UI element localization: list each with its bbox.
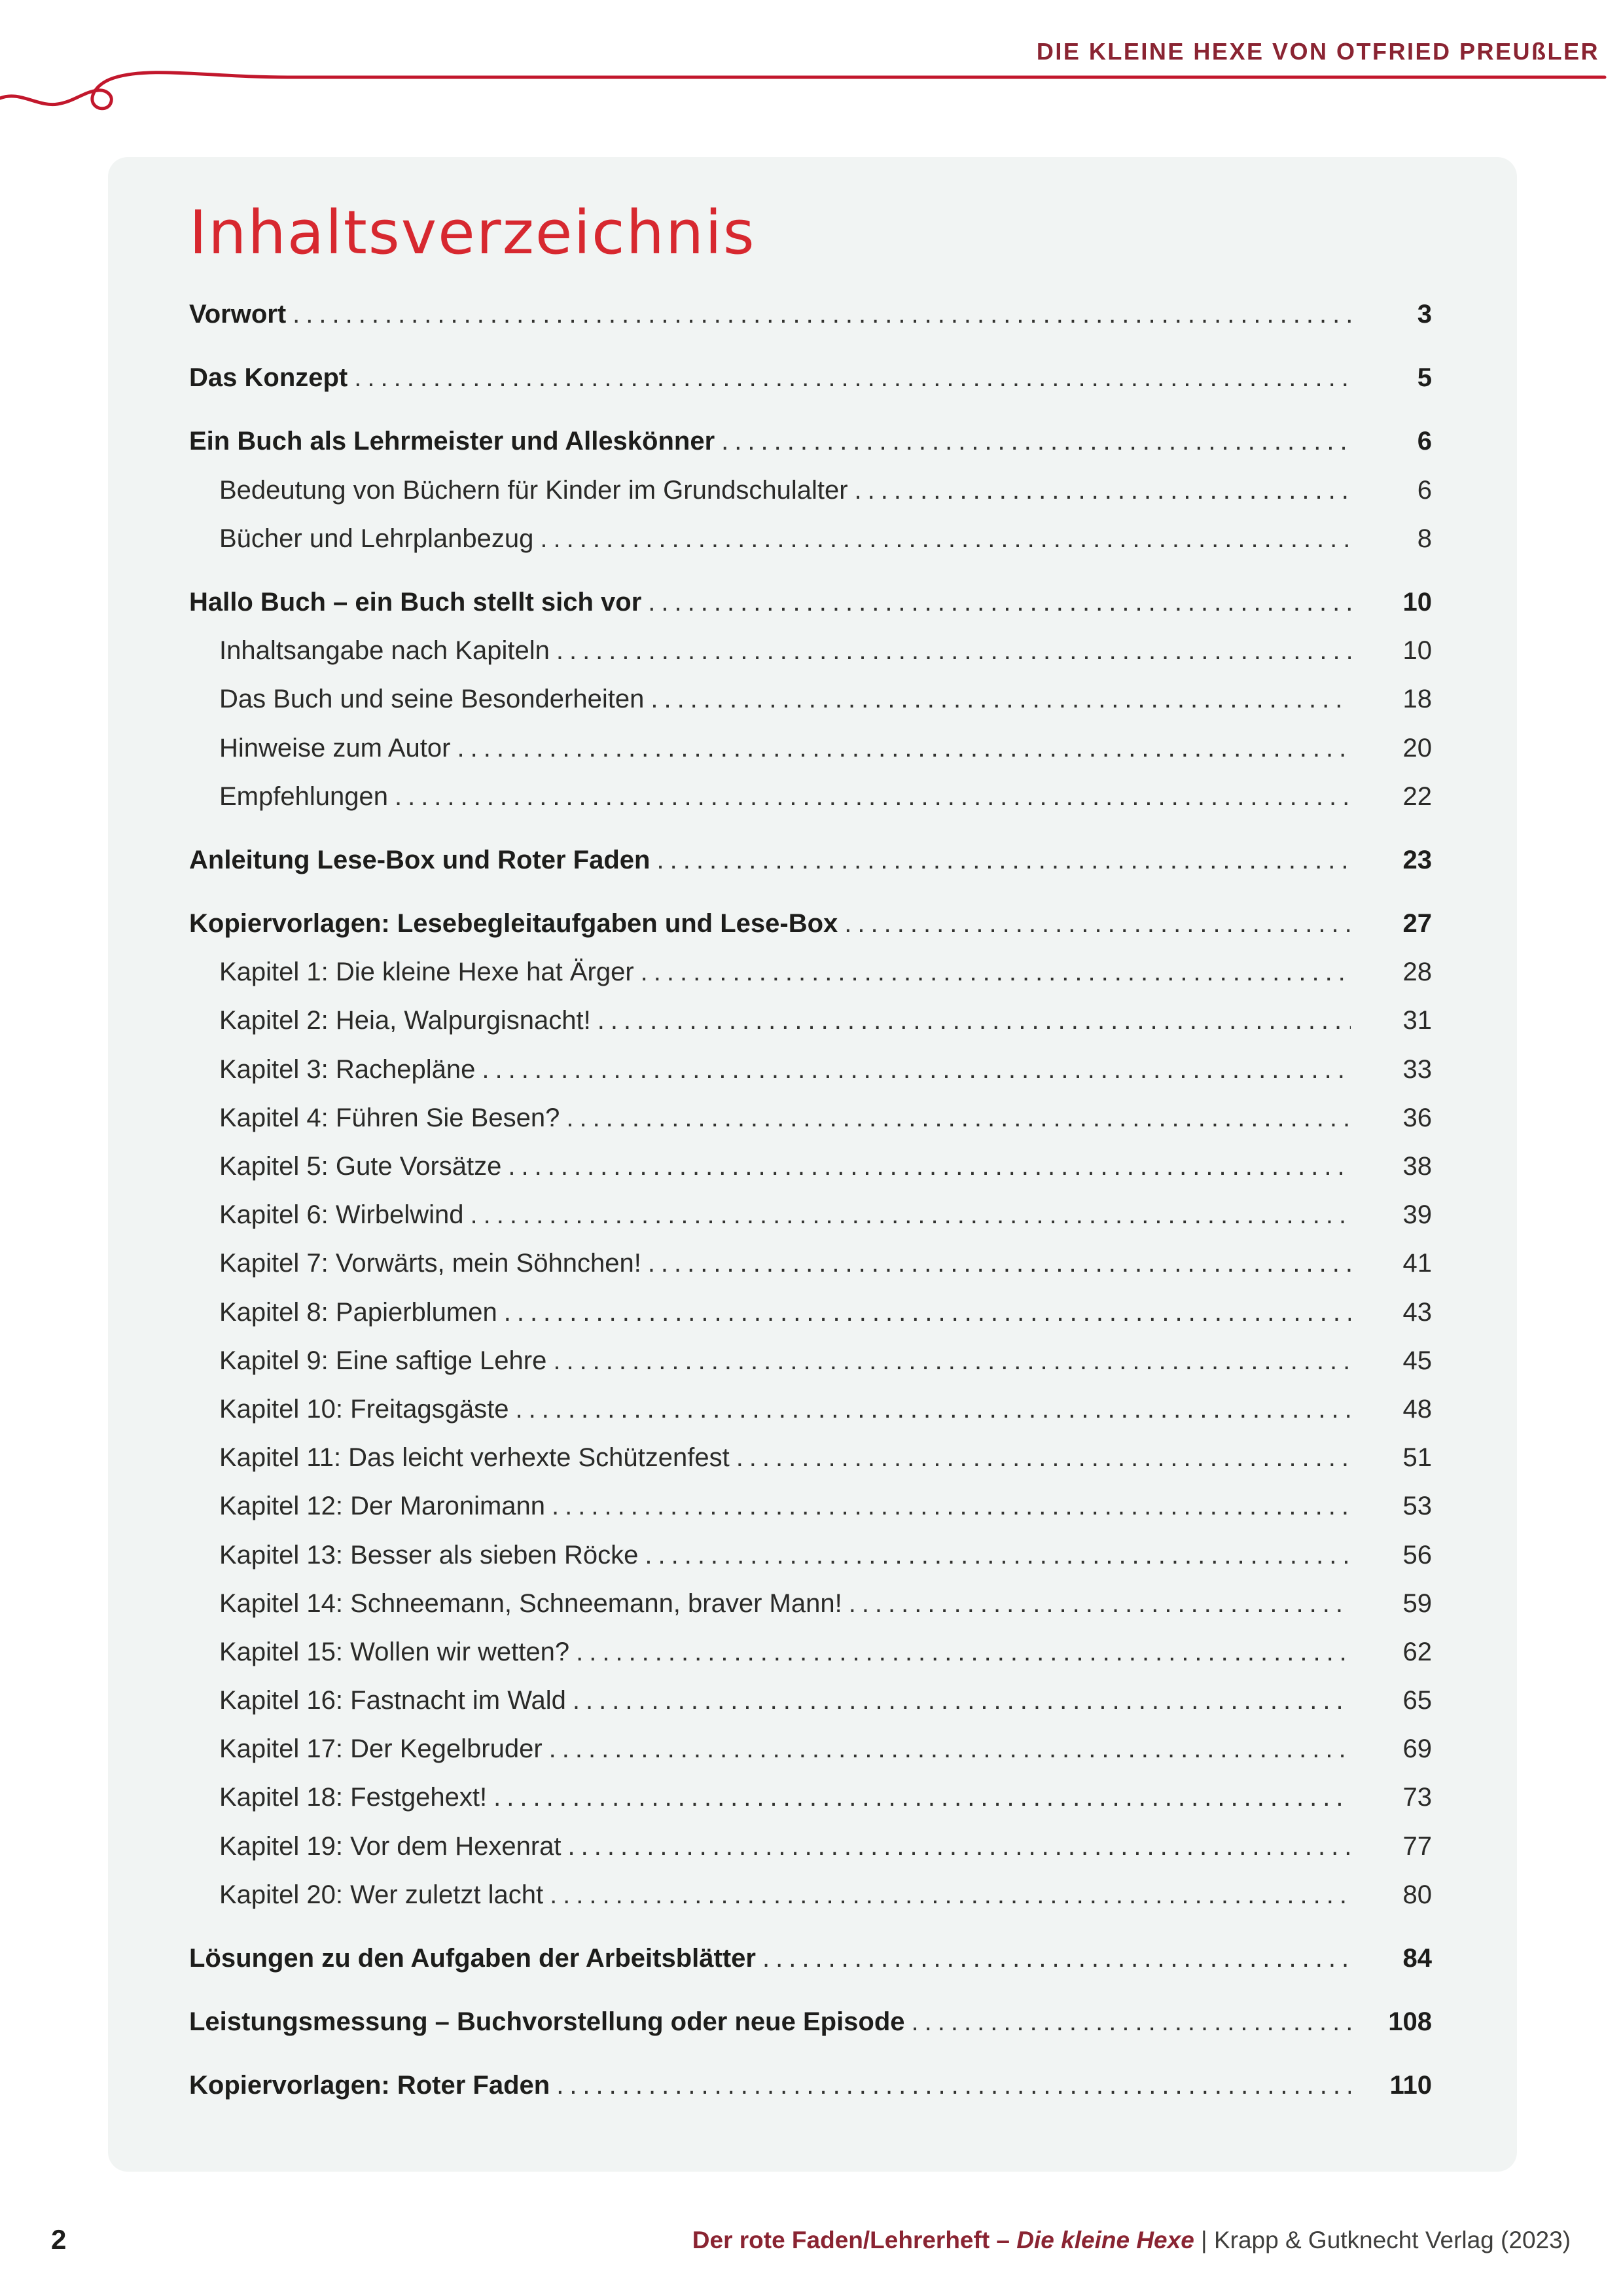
toc-entry [219,957,1432,988]
toc-entry-label: Bedeutung von Büchern für Kinder im Grundschulalter [219,475,848,505]
toc-entry-label: Kapitel 12: Der Maronimann [219,1492,546,1521]
toc-entry [189,1943,1432,1974]
toc-entry-label: Kapitel 13: Besser als sieben Röcke [219,1540,639,1570]
toc-entry-label: Lösungen zu den Aufgaben der Arbeitsblätter [189,1944,756,1973]
toc-entry [189,845,1432,876]
dot-leader [566,1103,1351,1134]
toc-entry [189,908,1432,939]
toc-entry [219,1491,1432,1522]
toc-entry-page: 27 [1402,909,1432,939]
toc-entry-page: 110 [1389,2071,1432,2100]
dot-leader [844,908,1351,939]
footer-credit [692,2227,1571,2254]
dot-leader [849,1588,1351,1619]
toc-entry-page: 22 [1402,781,1432,811]
toc-entry-label: Empfehlungen [219,781,388,811]
toc-entry [219,781,1432,812]
dot-leader [648,1248,1351,1279]
toc-entry [219,524,1432,554]
toc-entry-label: Kapitel 16: Fastnacht im Wald [219,1686,566,1715]
dot-leader [540,524,1351,554]
toc-entry [219,636,1432,666]
toc-entry-label: Kapitel 8: Papierblumen [219,1297,497,1327]
toc-entry-label: Kapitel 5: Gute Vorsätze [219,1152,502,1181]
toc-entry-label: Kapitel 15: Wollen wir wetten? [219,1637,570,1666]
toc-panel [108,157,1517,2172]
toc-entry-page: 6 [1417,427,1432,456]
toc-entry [219,1540,1432,1571]
dot-leader [651,684,1351,715]
toc-entry [219,1734,1432,1765]
dot-leader [648,587,1351,618]
dot-leader [576,1637,1351,1668]
toc-entry-page: 41 [1402,1249,1432,1278]
toc-entry-page: 45 [1402,1346,1432,1375]
toc-entry-page: 5 [1417,363,1432,393]
toc-entry [219,1685,1432,1716]
footer-publisher: | Krapp & Gutknecht Verlag (2023) [1194,2227,1571,2253]
toc-entry-page: 43 [1402,1297,1432,1327]
toc-entry [189,2007,1432,2037]
dot-leader [553,1346,1351,1376]
dot-leader [912,2007,1351,2037]
toc-entry-page: 73 [1402,1783,1432,1812]
dot-leader [549,1734,1351,1765]
toc-entry-page: 65 [1402,1686,1432,1715]
toc-entry-label: Kapitel 20: Wer zuletzt lacht [219,1880,544,1909]
toc-entry-page: 77 [1402,1831,1432,1861]
running-header-title: DIE KLEINE HEXE VON OTFRIED PREUßLER [1036,38,1599,65]
toc-entry-page: 28 [1402,958,1432,987]
toc-entry-label: Kapitel 4: Führen Sie Besen? [219,1103,560,1132]
toc-entry-page: 36 [1402,1103,1432,1132]
toc-entry-page: 23 [1402,845,1432,874]
dot-leader [597,1005,1351,1036]
toc-entry [219,1151,1432,1182]
toc-entry-page: 53 [1402,1492,1432,1521]
dot-leader [493,1782,1351,1813]
dot-leader [482,1054,1351,1085]
toc-entry-page: 38 [1402,1152,1432,1181]
toc-entry [189,299,1432,330]
toc-entry [219,1005,1432,1036]
dot-leader [573,1685,1351,1716]
dot-leader [515,1394,1351,1425]
toc-entry-label: Kopiervorlagen: Lesebegleitaufgaben und Lese-Box [189,909,838,939]
dot-leader [645,1540,1351,1571]
toc-entry-page: 69 [1402,1734,1432,1764]
toc-entry-page: 10 [1402,587,1432,617]
toc-entry-label: Kapitel 11: Das leicht verhexte Schützenfest [219,1443,730,1473]
dot-leader [556,636,1351,666]
toc-entry [219,1103,1432,1134]
toc-entry-label: Kapitel 7: Vorwärts, mein Söhnchen! [219,1249,641,1278]
toc-entry-page: 6 [1417,475,1432,505]
toc-entry-label: Kapitel 9: Eine saftige Lehre [219,1346,547,1375]
toc-entry-label: Bücher und Lehrplanbezug [219,524,534,553]
toc-entry-page: 84 [1402,1944,1432,1973]
dot-leader [556,2070,1351,2101]
toc-entry-label: Das Konzept [189,363,348,393]
toc-entry [219,1588,1432,1619]
dot-leader [395,781,1351,812]
toc-entry-page: 80 [1402,1880,1432,1909]
toc-entry-page: 56 [1402,1540,1432,1570]
toc-entry-label: Vorwort [189,300,287,329]
toc-entry [189,426,1432,457]
toc-entry [189,363,1432,393]
toc-entry-label: Anleitung Lese-Box und Roter Faden [189,845,651,874]
dot-leader [504,1297,1351,1328]
toc-entry-page: 18 [1402,685,1432,714]
toc-entry-label: Hallo Buch – ein Buch stellt sich vor [189,587,642,617]
toc-list [189,299,1432,2102]
toc-entry-label: Kapitel 6: Wirbelwind [219,1200,464,1230]
footer-page-number: 2 [51,2224,67,2255]
page-title: Inhaltsverzeichnis [189,198,756,268]
toc-entry-label: Das Buch und seine Besonderheiten [219,685,645,714]
toc-entry-label: Kapitel 3: Rachepläne [219,1054,476,1084]
toc-entry-label: Kapitel 10: Freitagsgäste [219,1394,509,1424]
toc-entry [219,1200,1432,1230]
toc-entry-label: Kapitel 19: Vor dem Hexenrat [219,1831,562,1861]
toc-entry-label: Leistungsmessung – Buchvorstellung oder neue Episode [189,2007,905,2037]
footer-series-title: Der rote Faden/Lehrerheft – [692,2227,1017,2253]
toc-entry-label: Hinweise zum Autor [219,733,451,762]
toc-entry-page: 51 [1402,1443,1432,1473]
toc-entry [219,1443,1432,1473]
dot-leader [293,299,1351,330]
dot-leader [354,363,1351,393]
toc-entry [219,1394,1432,1425]
toc-entry-label: Kapitel 17: Der Kegelbruder [219,1734,543,1764]
toc-entry-page: 8 [1417,524,1432,553]
toc-entry [189,587,1432,618]
toc-entry-page: 20 [1402,733,1432,762]
toc-entry-label: Kopiervorlagen: Roter Faden [189,2071,550,2100]
toc-entry-page: 108 [1388,2007,1432,2037]
toc-entry [219,684,1432,715]
toc-entry-page: 31 [1402,1006,1432,1035]
toc-entry [219,1831,1432,1862]
toc-entry [219,1346,1432,1376]
dot-leader [471,1200,1351,1230]
dot-leader [855,475,1351,506]
toc-entry-label: Kapitel 1: Die kleine Hexe hat Ärger [219,958,634,987]
dot-leader [568,1831,1351,1862]
dot-leader [721,426,1351,457]
dot-leader [762,1943,1351,1974]
toc-entry-page: 62 [1402,1637,1432,1666]
toc-entry [219,1297,1432,1328]
toc-entry-label: Kapitel 14: Schneemann, Schneemann, braver Mann! [219,1588,842,1618]
toc-entry-label: Inhaltsangabe nach Kapiteln [219,636,550,666]
toc-entry-page: 39 [1402,1200,1432,1230]
toc-entry [219,475,1432,506]
toc-entry-page: 10 [1402,636,1432,666]
toc-entry-page: 3 [1417,300,1432,329]
footer-book-title: Die kleine Hexe [1016,2227,1194,2253]
toc-entry [219,1054,1432,1085]
toc-entry-label: Ein Buch als Lehrmeister und Alleskönner [189,427,715,456]
dot-leader [508,1151,1351,1182]
toc-entry-page: 48 [1402,1394,1432,1424]
toc-entry [189,2070,1432,2101]
toc-entry-page: 33 [1402,1054,1432,1084]
dot-leader [641,957,1351,988]
toc-entry [219,733,1432,764]
dot-leader [550,1880,1351,1910]
toc-entry [219,1880,1432,1910]
toc-entry [219,1248,1432,1279]
toc-entry [219,1782,1432,1813]
toc-entry-label: Kapitel 2: Heia, Walpurgisnacht! [219,1006,591,1035]
dot-leader [656,845,1351,876]
dot-leader [552,1491,1351,1522]
dot-leader [736,1443,1351,1473]
toc-entry [219,1637,1432,1668]
toc-entry-label: Kapitel 18: Festgehext! [219,1783,488,1812]
red-thread-squiggle [0,0,1623,151]
dot-leader [457,733,1351,764]
toc-entry-page: 59 [1402,1588,1432,1618]
